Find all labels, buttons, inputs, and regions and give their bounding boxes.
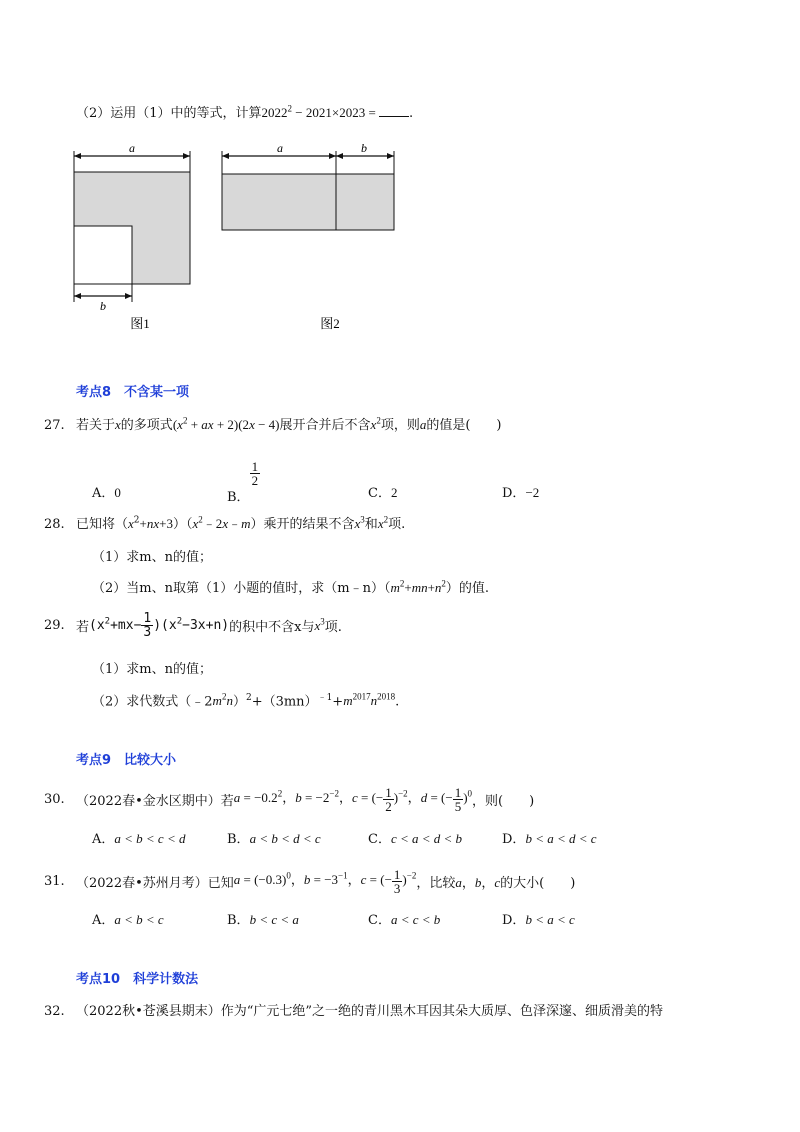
q31-option-a: A．a < b < c	[92, 912, 164, 928]
question-28: 28. 已知将$(x^2+nx+3)(x^2﹣2x﹣m)$乘开的结果不含$x^3$和$x^2$项.	[44, 514, 406, 532]
q30-number: 30.	[44, 792, 65, 807]
figure-1	[74, 141, 190, 331]
question-29: 29. 若($x^2+mx-$ $\frac{1}{3}$ )$(x^2-3x+n)$的积中不含x与$x^3$项.	[44, 611, 342, 640]
q27-polynomial: ($x^2$ + ax + 2)(2x − 4)	[172, 415, 280, 432]
q30-option-d: D．b < a < d < c	[502, 831, 597, 847]
section-heading-9: 考点9 比较大小	[76, 753, 177, 768]
q31-number: 31.	[44, 874, 65, 889]
q26-part2-text: （2）运用（1）中的等式，计算	[76, 106, 262, 121]
fig1-caption: 图1	[130, 316, 150, 331]
fig2-label-b: b	[361, 141, 367, 155]
question-27: 27. 若关于x的多项式($x^2$ + ax + 2)(2x − 4)展开合并后不含$x^2$项，则a的值是( )	[44, 415, 502, 433]
q27-number: 27.	[44, 418, 65, 433]
q30-option-c: C．c < a < d < b	[368, 831, 463, 847]
q29-number: 29.	[44, 618, 65, 633]
q31-option-c: C．a < c < b	[368, 912, 441, 928]
q27-option-c: C．2	[368, 485, 398, 501]
q26-part2: （2）运用（1）中的等式，计算$2022^2 - 2021\times 2023$ = .	[76, 103, 414, 121]
fig1-label-b: b	[100, 299, 106, 313]
q31-option-b: B．b < c < a	[227, 912, 299, 928]
q32-number: 32.	[44, 1004, 65, 1019]
q31-options	[92, 909, 712, 929]
q27-option-b: B． $\frac{1}{2}$	[227, 459, 259, 505]
question-30: 30. （2022春•金水区期中）若$a = -0.2^2$，$b = -2^{-2}$，c = (− $\frac{1}{2}$ )$^{-2}$，d = (− $\frac{1}{5}$ )$^0$，则( )	[44, 785, 535, 814]
q31-option-d: D．b < a < c	[502, 912, 575, 928]
q30-values: $a = -0.2^2$，$b = -2^{-2}$，c = (− $\frac{1}{2}$ )$^{-2}$，d = (− $\frac{1}{5}$ )$^0$	[233, 785, 473, 814]
q30-option-a: A．a < b < c < d	[92, 831, 186, 847]
q31-values: $a = (-0.3)^0$，$b = -3^{-1}$，c = (− $\frac{1}{3}$ )$^{-2}$	[233, 867, 417, 896]
q30-option-b: B．a < b < d < c	[227, 831, 321, 847]
question-31: 31. （2022春•苏州月考）已知$a = (-0.3)^0$，$b = -3^{-1}$，c = (− $\frac{1}{3}$ )$^{-2}$，比较a，b，c的大小( )	[44, 867, 576, 896]
figure-2	[222, 141, 394, 331]
fig1-label-a: a	[129, 141, 135, 155]
q29-sub2: （2）求代数式$(﹣2m^2n)^2+(3mn)^{﹣1}+m^{2017}n^{2018}$.	[92, 692, 400, 710]
q26-expr: $2022^2 - 2021\times 2023$ =	[261, 103, 380, 120]
answer-blank	[379, 116, 409, 117]
section-heading-8: 考点8 不含某一项	[76, 385, 190, 400]
q27-option-d: D．−2	[502, 485, 540, 501]
q29-sub1: （1）求m、n的值；	[92, 662, 212, 677]
fig2-caption: 图2	[320, 316, 340, 331]
q30-options	[92, 828, 712, 848]
section-heading-10: 考点10 科学计数法	[76, 972, 199, 987]
q28-sub1: （1）求m、n的值；	[92, 550, 212, 565]
question-32	[44, 1000, 663, 1019]
q27-option-a: A．0	[92, 485, 121, 501]
q28-number: 28.	[44, 517, 65, 532]
q32-text: （2022秋•苍溪县期末）作为“广元七绝”之一绝的青川黑木耳因其朵大质厚、色泽深邃、细质滑美的特	[76, 1004, 664, 1019]
q27-options	[92, 459, 712, 505]
q27-fraction: $\frac{1}{2}$	[251, 459, 259, 488]
q29-expression: ($x^2+mx-$ $\frac{1}{3}$ )$(x^2-3x+n)$	[89, 611, 230, 640]
fig2-label-a: a	[277, 141, 283, 155]
q28-sub2: （2）当m、n取第（1）小题的值时，求$(m﹣n)(m^2+mn+n^2)$的值.	[92, 578, 490, 596]
figure-diagrams	[60, 140, 420, 340]
